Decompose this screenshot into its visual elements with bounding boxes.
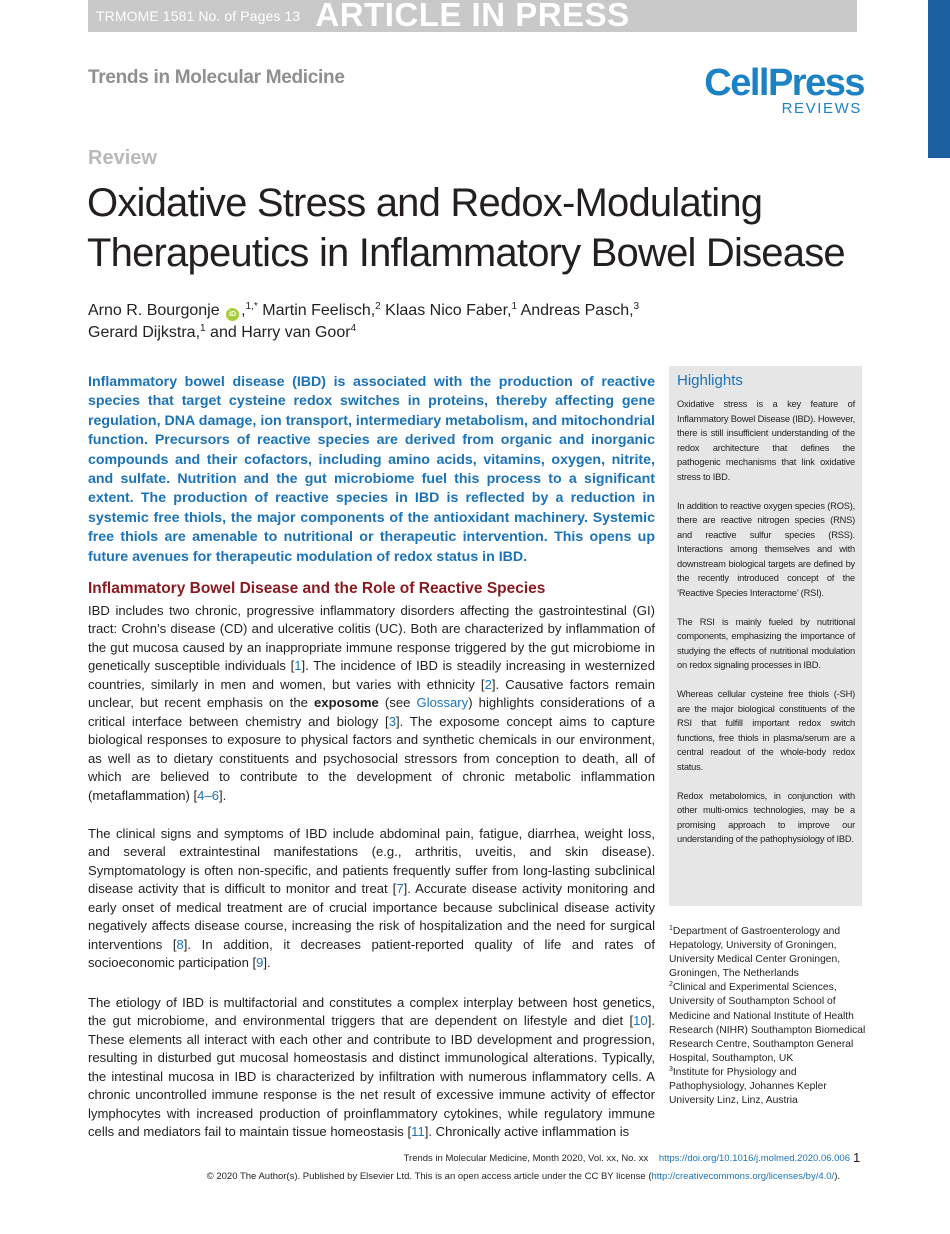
highlight-item: Oxidative stress is a key feature of Inflammatory Bowel Disease (IBD). However, there is still insufficient understanding of the redox architecture that defines the pathogenic mechanisms that link oxidative stress to IBD. xyxy=(677,399,855,482)
license-link[interactable]: http://creativecommons.org/licenses/by/4.0/ xyxy=(651,1171,835,1182)
author-affiliation: 1 xyxy=(511,301,518,312)
abstract: Inflammatory bowel disease (IBD) is associated with the production of reactive species that target cysteine redox switches in proteins, thereby affecting gene regulation, DNA damage, ion transport, intermediary metabolism, and mitochondrial function. Precursors of reactive species are derived from organic and inorganic compounds and their cofactors, including amino acids, vitamins, oxygen, nitrite, and sulfate. Nutrition and the gut microbiome fuel this process to a significant extent. The production of reactive species in IBD is reflected by a reduction in systemic free thiols, the major components of the antioxidant machinery. Systemic free thiols are amenable to nutritional or therapeutic intervention. This opens up future avenues for therapeutic modulation of redox status in IBD. xyxy=(88,374,655,565)
section-heading: Inflammatory Bowel Disease and the Role of Reactive Species xyxy=(88,580,546,597)
reference-link[interactable]: 7 xyxy=(396,881,404,897)
highlight-item: Whereas cellular cysteine free thiols (-SH) are the major biological constituents of the RSI that fulfill important redox switch functions, free thiols in plasma/serum are a central readout of the whole-body redox status. xyxy=(677,689,855,772)
affiliation-item: $^2$Clinical and Experimental Sciences, University of Southampton School of Medicine and National Institute of Health Research (NIHR) Southampton Biomedical Research Centre, Southampton General Hospital, Southampton, UK xyxy=(669,981,866,1064)
author-name[interactable]: and Harry van Goor xyxy=(210,324,351,341)
reference-link[interactable]: 10 xyxy=(633,1013,648,1029)
author-name[interactable]: Klaas Nico Faber, xyxy=(385,302,512,319)
body-paragraph: The clinical signs and symptoms of IBD include abdominal pain, fatigue, diarrhea, weight loss, and several extraintestinal manifestations (e.g., arthritis, uveitis, and skin disease). Symptomatology is often non-specific, and patients frequently suffer from long-lasting subclinical disease activity that is difficult to monitor and treat [7]. Accurate disease activity monitoring and early onset of medical treatment are of crucial importance because subclinical disease activity negatively affects disease course, increasing the risk of hospitalization and the need for surgical interventions [8]. In addition, it decreases patient-reported quality of life and rates of socioeconomic participation [9]. xyxy=(88,826,656,971)
logo-subtitle: REVIEWS xyxy=(781,100,862,117)
author-name[interactable]: Martin Feelisch, xyxy=(262,302,376,319)
glossary-term: exposome xyxy=(314,695,379,711)
affiliations xyxy=(669,925,869,1108)
citation-footer xyxy=(300,1153,850,1164)
reference-link[interactable]: 11 xyxy=(411,1124,425,1140)
reference-link[interactable]: 2 xyxy=(484,676,492,692)
author-affiliation: 1 xyxy=(200,323,206,334)
page-number: 1 xyxy=(853,1150,861,1165)
highlight-item: Redox metabolomics, in conjunction with other multi-omics technologies, may be a promising approach to improve our understanding of the pathophysiology of IBD. xyxy=(677,790,855,844)
reference-link[interactable]: 3 xyxy=(388,713,396,729)
section-edge-tab xyxy=(928,0,950,158)
journal-name: Trends in Molecular Medicine xyxy=(88,67,345,88)
article-in-press-banner xyxy=(88,0,857,32)
doi-link[interactable]: https://doi.org/10.1016/j.molmed.2020.06.006 xyxy=(658,1153,850,1164)
citation-text: Trends in Molecular Medicine, Month 2020, Vol. xx, No. xx xyxy=(403,1153,649,1164)
affiliation-item: $^1$Department of Gastroenterology and Hepatology, University of Groningen, University Medical Center Groningen, Groningen, The Netherlands xyxy=(669,925,841,980)
highlight-item: In addition to reactive oxygen species (ROS), there are reactive nitrogen species (RNS) and reactive sulfur species (RSS). Interactions among themselves and with downstream biological targets are defined by the recently introduced concept of the ‘Reactive Species Interactome’ (RSI). xyxy=(677,500,855,598)
logo-wordmark: CellPress xyxy=(704,62,864,104)
page-title: Oxidative Stress and Redox-Modulating Therapeutics in Inflammatory Bowel Disease xyxy=(87,181,845,275)
affiliation-item: $^3$Institute for Physiology and Pathophysiology, Johannes Kepler University Linz, Linz, Austria xyxy=(669,1065,827,1107)
author-name[interactable]: Arno R. Bourgonje xyxy=(88,302,220,319)
article-in-press-label: ARTICLE IN PRESS xyxy=(315,0,630,33)
reference-link[interactable]: 9 xyxy=(256,955,264,971)
highlight-item: The RSI is mainly fueled by nutritional components, emphasizing the importance of studying the effects of nutritional modulation on redox signaling processes in IBD. xyxy=(677,616,855,670)
body-paragraph: IBD includes two chronic, progressive inflammatory disorders affecting the gastrointestinal (GI) tract: Crohn’s disease (CD) and ulcerative colitis (UC). Both are characterized by inflammation of the gut mucosa caused by an inappropriate immune response triggered by the gut microbiome in genetically susceptible individuals [1]. The incidence of IBD is steadily increasing in westernized countries, similarly in men and women, but varies with ethnicity [2]. Causative factors remain unclear, but recent emphasis on the exposome (see Glossary) highlights considerations of a critical interface between chemistry and biology [3]. The exposome concept aims to capture biological responses to exposure to physical factors and synthetic chemicals in our environment, as well as to dietary constituents and psychosocial stressors from conception to death, all of which are believed to contribute to the development of chronic metabolic inflammation (metaflammation) [4–6]. xyxy=(88,603,656,803)
author-list: Arno R. Bourgonje iD ,$^{1,*}$ Martin Feelisch,$^2$ Klaas Nico Faber,$^1$ Andreas Pasch,$^3$ Gerard Dijkstra,$^1$ and Harry van Goor$^4$ xyxy=(88,301,640,341)
author-name[interactable]: Gerard Dijkstra, xyxy=(88,324,201,341)
author-affiliation: 3 xyxy=(633,301,640,312)
highlights-title: Highlights xyxy=(677,372,743,389)
reference-link[interactable]: 4–6 xyxy=(197,787,220,803)
cellpress-logo xyxy=(704,62,864,120)
reference-link[interactable]: 8 xyxy=(176,936,184,952)
license-footer: © 2020 The Author(s). Published by Elsevier Ltd. This is an open access article under the CC BY license (http://creativecommons.org/licenses/by/4.0/). xyxy=(206,1171,840,1182)
highlights-box xyxy=(669,366,862,906)
author-affiliation: 2 xyxy=(375,301,381,312)
glossary-link[interactable]: Glossary xyxy=(416,695,469,711)
body-paragraph: The etiology of IBD is multifactorial and constitutes a complex interplay between host genetics, the gut microbiome, and environmental triggers that are dependent on lifestyle and diet [10]. These elements all interact with each other and contribute to IBD development and progression, resulting in disturbed gut mucosal homeostasis and distinct immunological alterations. Typically, the intestinal mucosa in IBD is characterized by infiltration with numerous inflammatory cells. A chronic uncontrolled immune response is the net result of excessive immune activity of effector lymphocytes with increased production of proinflammatory cytokines, while regulatory immune cells and mediators fail to maintain tissue homeostasis [11]. Chronically active inflammation is xyxy=(88,995,655,1140)
reference-link[interactable]: 1 xyxy=(294,658,302,674)
author-name[interactable]: Andreas Pasch, xyxy=(520,302,634,319)
author-affiliation: 1,* xyxy=(245,301,258,312)
author-affiliation: 4 xyxy=(350,323,357,334)
orcid-icon[interactable]: iD xyxy=(226,308,239,321)
article-type: Review xyxy=(88,147,157,169)
manuscript-id: TRMOME 1581 No. of Pages 13 xyxy=(96,8,301,24)
